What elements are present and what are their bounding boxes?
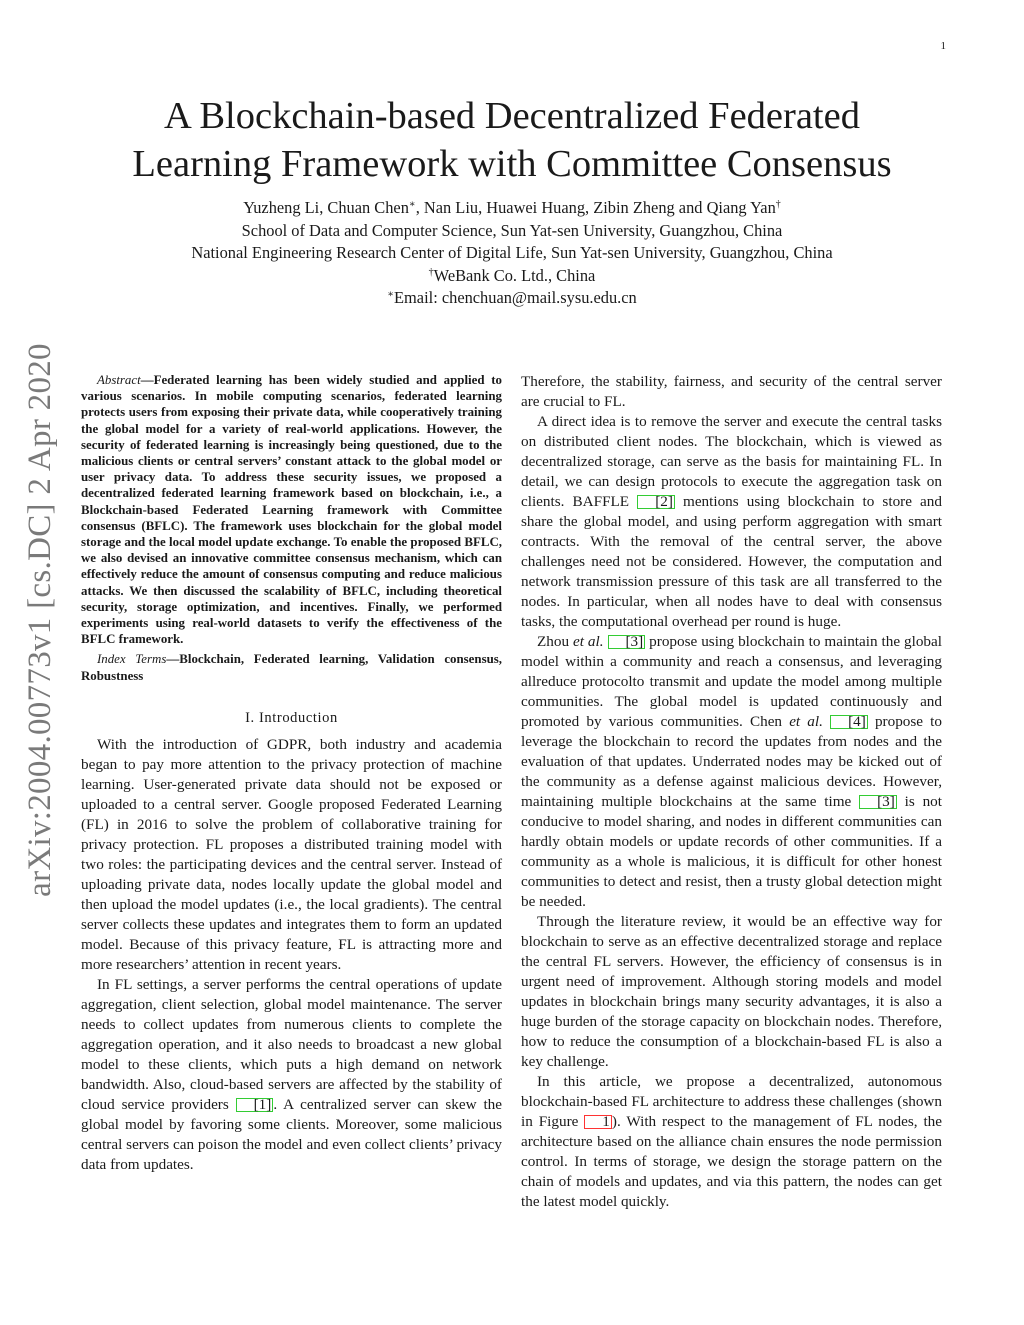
dagger-mark: † (428, 266, 434, 278)
index-terms-text: —Blockchain, Federated learning, Validation consensus, Robustness (81, 652, 502, 683)
citation-link[interactable]: [3] (608, 635, 646, 649)
paragraph (521, 412, 942, 632)
paragraph: With the introduction of GDPR, both industry and academia began to pay more attention to the privacy protection of machine learning. User-generated private data should not be exposed or uploaded to a central server. Google proposed Federated Learning (FL) in 2016 to solve the problem of collaborative training for privacy protection. FL proposes a distributed training model with two roles: the participating devices and the central server. Instead of uploading private data, nodes locally update the global model and then upload the model updates (i.e., the local gradients). The central server collects these updates and integrates them to form an updated model. Because of this privacy feature, FL is attracting more and more researchers’ attention in recent years. (81, 735, 502, 973)
paragraph-text: propose to leverage the blockchain to record the updates from nodes and the evaluation of that updates. Underrated nodes may be kicked out of the community as a defense against malicious devices. However, maintaining multiple blockchains at the same time (521, 713, 942, 810)
author-names (60, 197, 964, 220)
right-column (521, 372, 942, 1212)
paragraph-text: In this article, we propose a decentralized, autonomous blockchain-based FL architecture to address these challenges (shown in Figure (521, 1073, 942, 1130)
et-al: et al. (573, 633, 604, 650)
citation-link[interactable]: [1] (236, 1098, 274, 1112)
title-line-1: A Blockchain-based Decentralized Federated (164, 95, 860, 137)
paragraph (521, 632, 942, 912)
dagger-mark: † (775, 199, 781, 210)
paragraph: Therefore, the stability, fairness, and security of the central server are crucial to FL. (521, 373, 942, 410)
abstract-label: Abstract (97, 373, 141, 387)
paragraph (521, 1072, 942, 1212)
index-terms (81, 651, 502, 683)
webank-label: WeBank Co. Ltd., China (433, 265, 596, 285)
paragraph-text: . A centralized server can skew the global model by favoring some clients. Moreover, some malicious central servers can poison the model and even collect clients’ privacy data from updates. (81, 1095, 503, 1173)
paragraph-text: propose using blockchain to maintain the global model within a community and reach a consensus, and leveraging allreduce protocolto transmit and update the model among multiple communities. The global model is updated continuously and promoted by various communities. Chen (521, 633, 942, 730)
paragraph-text: is not conducive to model sharing, and nodes in different communities can hardly obtain models or update records of other communities. If a community as a whole is malicious, it is difficult for other honest communities to detect and resist, then a trusty global detection might be needed. (521, 793, 942, 910)
citation-link[interactable]: [2] (637, 495, 675, 509)
citation-link[interactable]: [4] (830, 715, 868, 729)
paragraph-text: mentions using blockchain to store and share the global model, and using perform aggregation with smart contracts. With the removal of the central server, the above challenges need not be considered. However, the computation and network transmission pressure of this task are all transferred to the nodes. In particular, when all nodes have to deal with consensus tasks, the computational overhead per round is huge. (521, 493, 942, 630)
author-list-first: Yuzheng Li, Chuan Chen (243, 198, 409, 217)
paragraph: Through the literature review, it would be an effective way for blockchain to serve as an effective decentralized storage and replace the central FL servers. However, the efficiency of consensus is in urgent need of improvement. Although storing models and model updates in blockchain brings many security advantages, it is also a huge burden of the storage capacity on blockchain nodes. Therefore, how to reduce the consumption of a blockchain-based FL is also a key challenge. (521, 913, 942, 1070)
affiliation-webank (60, 265, 964, 288)
affiliation-school: School of Data and Computer Science, Sun Yat-sen University, Guangzhou, China (241, 220, 783, 240)
paragraph-text: Zhou (537, 633, 574, 650)
abstract (81, 372, 502, 647)
affiliation-center: National Engineering Research Center of Digital Life, Sun Yat-sen University, Guangzhou, China (191, 243, 833, 263)
paragraph-text: ). With respect to the management of FL nodes, the architecture based on the alliance chain ensures the node permission control. In terms of storage, we design the storage pattern on the chain of models and updates, and via this pattern, the nodes can get the latest model quickly. (521, 1113, 942, 1210)
arxiv-identifier: arXiv:2004.00773v1 [cs.DC] 2 Apr 2020 (22, 343, 58, 897)
author-block (60, 197, 964, 310)
paper-title (60, 92, 964, 188)
email-mark: ∗ (387, 289, 395, 301)
abstract-text: —Federated learning has been widely studied and applied to various scenarios. In mobile computing scenarios, federated learning protects users from exposing their private data, while cooperatively training the global model for a variety of real-world applications. However, the security of federated learning is increasingly being questioned, due to the malicious clients or central servers’ constant attack to the global model or user privacy data. To address these security issues, we proposed a decentralized federated learning framework based on blockchain, i.e., a Blockchain-based Federated Learning framework with Committee consensus (BFLC). The framework uses blockchain for the global model storage and the local model update exchange. To enable the proposed BFLC, we also devised an innovative committee consensus mechanism, which can effectively reduce the amount of consensus computing and reduce malicious attacks. We then discussed the scalability of BFLC, including theoretical security, storage optimization, and incentives. Finally, we performed experiments using real-world datasets to verify the effectiveness of the BFLC framework. (81, 373, 502, 647)
email-text: Email: chenchuan@mail.sysu.edu.cn (394, 288, 637, 308)
et-al: et al. (789, 713, 823, 730)
paragraph-text: A direct idea is to remove the server and execute the central tasks on distributed client nodes. The blockchain, which is viewed as decentralized storage, can serve as the basis for maintaining FL. In detail, we can design protocols to execute the aggregation task on clients. BAFFLE (521, 413, 942, 510)
paragraph (81, 975, 502, 1175)
figure-reference-link[interactable]: 1 (584, 1115, 612, 1129)
citation-link[interactable]: [3] (859, 795, 897, 809)
paragraph-text: In FL settings, a server performs the central operations of update aggregation, client selection, global model maintenance. The server needs to collect updates from numerous clients to complete the aggregation operation, and it also needs to broadcast a new global model to these clients, which puts a high demand on network bandwidth. Also, cloud-based servers are affected by the stability of cloud service providers (81, 975, 502, 1113)
page-number: 1 (940, 40, 946, 52)
title-line-2: Learning Framework with Committee Consensus (132, 143, 892, 185)
contact-email (60, 287, 964, 310)
section-heading: I. Introduction (245, 709, 338, 726)
left-column (81, 372, 502, 1175)
author-list-rest: , Nan Liu, Huawei Huang, Zibin Zheng and Qiang Yan (415, 198, 776, 217)
index-terms-label: Index Terms (97, 652, 167, 667)
corresponding-author-mark: ∗ (408, 199, 416, 210)
